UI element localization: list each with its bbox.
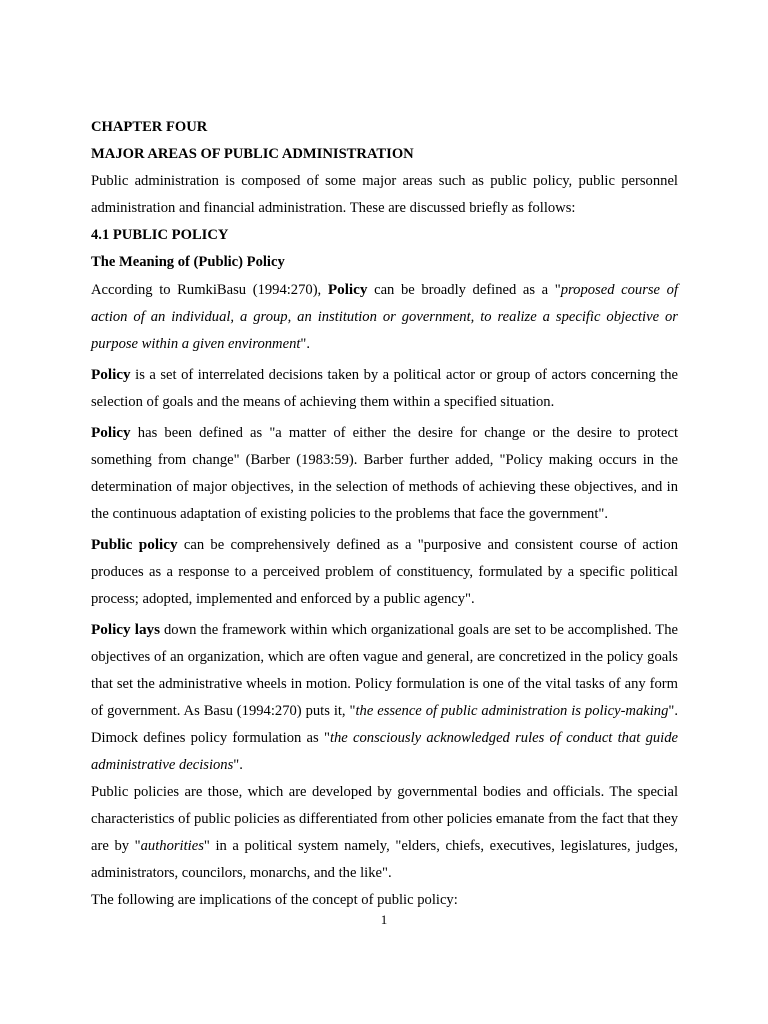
bold-term: Policy lays	[91, 621, 161, 638]
page-number: 1	[380, 912, 388, 927]
text-run: ".	[233, 757, 243, 773]
bold-term: Policy	[327, 281, 368, 298]
paragraph-public-policy-definition	[91, 531, 678, 613]
paragraph-public-policies-authorities	[91, 779, 678, 887]
paragraph-implications-intro: The following are implications of the concept of public policy:	[91, 892, 458, 908]
text-run: can be broadly defined as a "	[367, 282, 561, 298]
text-run: According to RumkiBasu (1994:270),	[91, 282, 328, 298]
bold-term: Policy	[91, 424, 131, 441]
bold-term: Policy	[91, 366, 131, 383]
text-run: can be comprehensively defined as a "purposive and consistent course of action produces as a response to a perceived problem of constituency, formulated by a specific political process; adopted, implemented and enforced by a public agency".	[91, 537, 678, 607]
chapter-heading: CHAPTER FOUR	[91, 119, 208, 135]
subsection-heading: The Meaning of (Public) Policy	[91, 254, 285, 270]
text-run: Public policies are those, which are developed by governmental bodies and officials. The special characteristics of public policies as differentiated from other policies emanate from the fact that they are by "	[91, 784, 678, 854]
paragraph-policy-framework	[91, 616, 678, 779]
paragraph-rumkibasu-definition	[91, 276, 678, 358]
text-run: ".	[300, 336, 311, 352]
page-content	[91, 114, 678, 914]
text-run: " in a political system namely, "elders, chiefs, executives, legislatures, judges, administrators, councilors, monarchs, and the like".	[91, 838, 678, 881]
italic-term: authorities	[140, 838, 204, 854]
bold-term: Public policy	[91, 536, 178, 553]
italic-quote: proposed course of action of an individual, a group, an institution or government, to realize a specific objective or purpose within a given environment	[91, 282, 678, 352]
italic-quote: the essence of public administration is policy-making	[355, 703, 669, 719]
text-run: ". Dimock defines policy formulation as "	[91, 703, 679, 746]
paragraph-barber-definition	[91, 419, 678, 528]
section-heading: 4.1 PUBLIC POLICY	[91, 227, 229, 243]
text-run: has been defined as "a matter of either the desire for change or the desire to protect something from change" (Barber (1983:59). Barber further added, "Policy making occurs in the determination of major objectives, in the selection of methods of achieving these objectives, and in the continuous adaptation of existing policies to the problems that face the government".	[91, 425, 678, 522]
text-run: down the framework within which organizational goals are set to be accomplished. The objectives of an organization, which are often vague and general, are concretized in the policy goals that set the administrative wheels in motion. Policy formulation is one of the vital tasks of any form of government. As Basu (1994:270) puts it, "	[91, 622, 678, 719]
paragraph-policy-decisions	[91, 361, 678, 416]
text-run: is a set of interrelated decisions taken by a political actor or group of actors concerning the selection of goals and the means of achieving them within a specified situation.	[91, 367, 678, 410]
intro-paragraph: Public administration is composed of some major areas such as public policy, public personnel administration and financial administration. These are discussed briefly as follows:	[91, 173, 678, 216]
chapter-title: MAJOR AREAS OF PUBLIC ADMINISTRATION	[91, 146, 414, 162]
italic-quote: the consciously acknowledged rules of conduct that guide administrative decisions	[91, 730, 678, 773]
